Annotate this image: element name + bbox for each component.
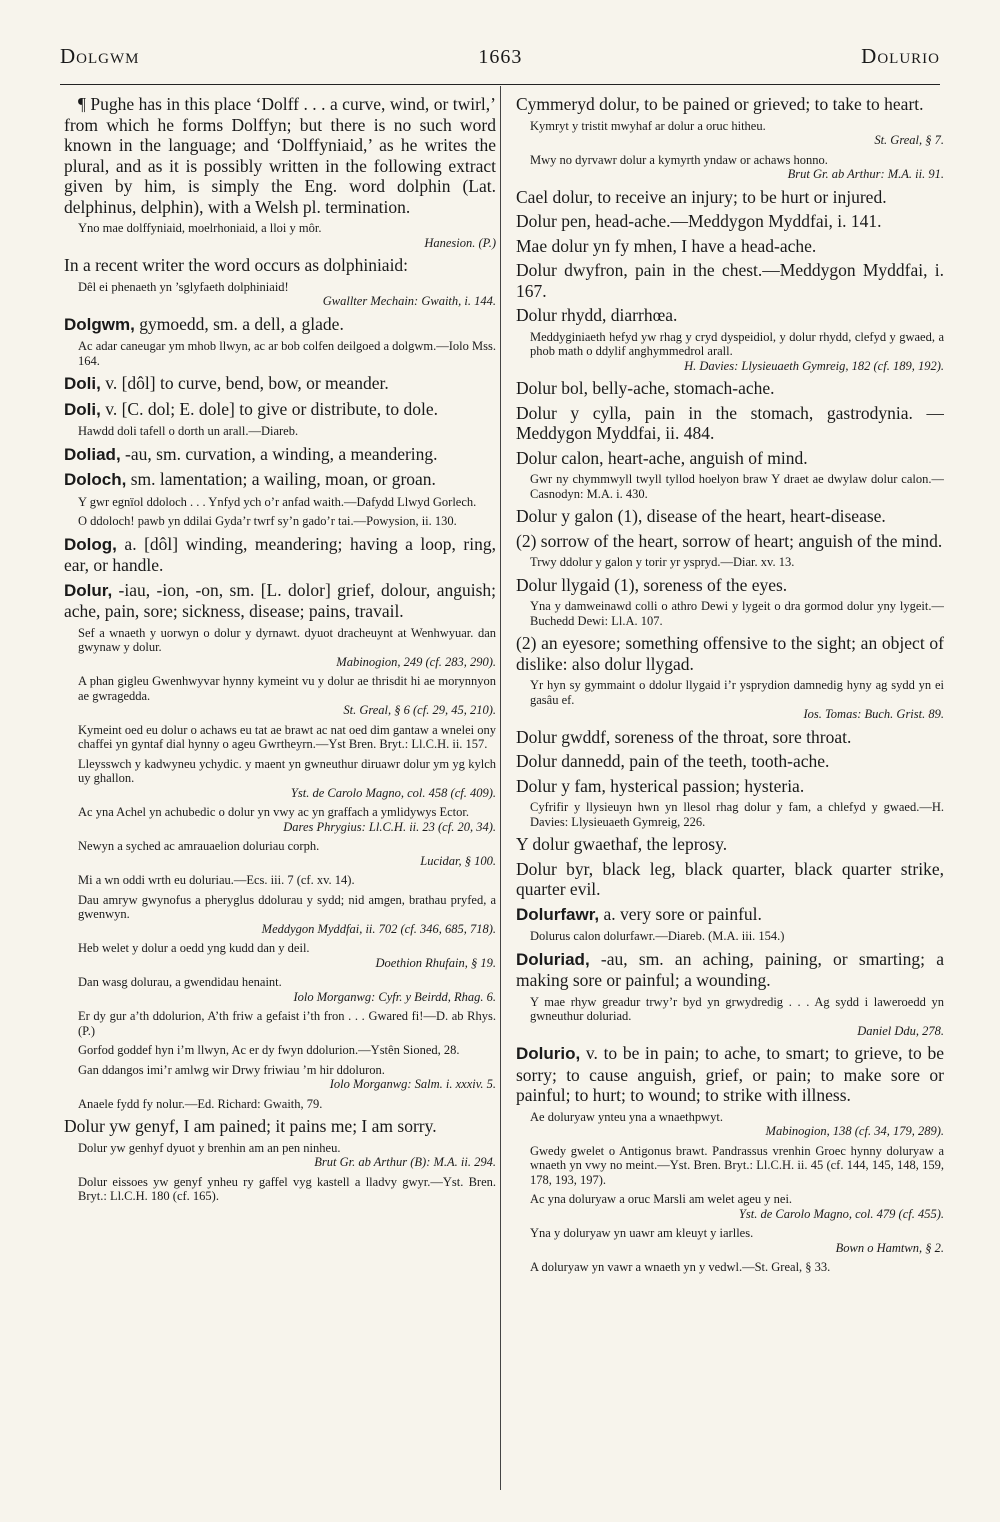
citation-text: Meddyginiaeth hefyd yw rhag y cryd dyspeidiol, y dolur rhydd, clefyd y gwaed, a phob math o ddylif anghymmedrol arall. <box>530 329 944 358</box>
citation <box>530 472 944 501</box>
citation-source: St. Greal, § 7. <box>874 133 944 147</box>
citation-source: H. Davies: Llysieuaeth Gymreig, 182 (cf. 189, 192). <box>684 358 944 373</box>
definition: ¶ Pughe has in this place ‘Dolff . . . a curve, wind, or twirl,’ from which he forms Dolffyn; but there is no such word known in the language; and ‘Dolffyniaid,’ as he writes the plural, and as it is possibly written in the following extract given by him, is simply the Eng. word dolphin (Lat. delphinus, delphin), with a Welsh pl. termination. <box>64 94 496 217</box>
dictionary-entry <box>64 580 496 622</box>
citation-source: Yst. de Carolo Magno, col. 479 (cf. 455). <box>738 1206 944 1221</box>
definition: v. [dôl] to curve, bend, bow, or meander. <box>100 373 389 393</box>
citation-text: Newyn a syched ac amrauaelion doluriau corph. <box>78 839 320 853</box>
definition: -au, sm. curvation, a winding, a meandering. <box>120 443 438 464</box>
definition: Dolur y galon (1), disease of the heart, heart-disease. <box>516 506 886 526</box>
definition: Y dolur gwaethaf, the leprosy. <box>516 834 728 854</box>
dictionary-entry <box>64 444 496 466</box>
citation-text: Dolur yw genhyf dyuot y brenhin am an pen ninheu. <box>78 1140 341 1155</box>
dictionary-entry <box>64 399 496 421</box>
citation-source: Ios. Tomas: Buch. Grist. 89. <box>803 707 944 721</box>
citation <box>78 1175 496 1204</box>
definition: Cael dolur, to receive an injury; to be hurt or injured. <box>516 186 887 207</box>
definition: Dolur calon, heart-ache, anguish of mind. <box>516 447 808 468</box>
definition: gymoedd, sm. a dell, a glade. <box>134 313 344 334</box>
citation-text: Ae doluryaw ynteu yna a wnaethpwyt. <box>530 1109 723 1124</box>
citation <box>78 723 496 752</box>
citation-text: Hawdd doli tafell o dorth un arall.—Diareb. <box>78 424 299 438</box>
citation-text: Dolurus calon dolurfawr.—Diareb. (M.A. iii. 154.) <box>530 929 785 943</box>
citation <box>78 495 496 510</box>
citation <box>530 1226 944 1255</box>
definition: In a recent writer the word occurs as dolphiniaid: <box>64 255 409 275</box>
citation <box>78 805 496 834</box>
citation-text: A doluryaw yn vawr a wnaeth yn y vedwl.—St. Greal, § 33. <box>530 1260 831 1274</box>
headword: Dolgwm, <box>64 314 135 334</box>
entry-text <box>516 448 944 469</box>
headword: Doloch, <box>64 470 127 489</box>
definition: Dolur byr, black leg, black quarter, black quarter strike, quarter evil. <box>516 858 944 899</box>
citation-text: Mi a wn oddi wrth eu doluriau.—Ecs. iii. 7 (cf. xv. 14). <box>78 873 355 887</box>
citation <box>530 330 944 374</box>
citation <box>78 1063 496 1092</box>
citation-text: Ac adar caneugar ym mhob llwyn, ac ar bob colfen deilgoed a dolgwm.—Iolo Mss. 164. <box>78 339 496 368</box>
citation-text: Kymryt y tristit mwyhaf ar dolur a oruc hitheu. <box>530 118 766 133</box>
citation <box>530 153 944 182</box>
citation <box>530 929 944 944</box>
citation-text: Dan wasg dolurau, a gwendidau henaint. <box>78 975 282 989</box>
definition: sm. lamentation; a wailing, moan, or groan. <box>126 469 436 489</box>
definition: Dolur dwyfron, pain in the chest.—Meddygon Myddfai, i. 167. <box>516 260 944 301</box>
citation-text: A phan gigleu Gwenhwyvar hynny kymeint vu y dolur ae thrisdit hi ae morynnyon ae gwragedda. <box>78 674 496 703</box>
definition: Dolur gwddf, soreness of the throat, sore throat. <box>516 726 852 747</box>
citation-text: Lleysswch y kadwyneu ychydic. y maent yn gwneuthur diruawr dolur ym yg kylch uy ghallon. <box>78 756 496 785</box>
citation <box>78 221 496 250</box>
citation-source: Lucidar, § 100. <box>420 853 496 868</box>
citation <box>530 1192 944 1221</box>
citation-source: St. Greal, § 6 (cf. 29, 45, 210). <box>343 703 496 717</box>
citation-text: Yna y doluryaw yn uawr am kleuyt y iarlles. <box>530 1226 754 1240</box>
header-rule <box>60 84 940 85</box>
citation <box>78 757 496 801</box>
dictionary-entry <box>516 904 944 926</box>
citation-text: Yno mae dolffyniaid, moelrhoniaid, a lloi y môr. <box>78 221 322 235</box>
citation <box>78 424 496 439</box>
entry-text <box>516 378 944 399</box>
entry-text <box>516 403 944 444</box>
headword: Doluriad, <box>516 949 590 969</box>
dictionary-entry <box>64 534 496 576</box>
dictionary-entry <box>516 949 944 991</box>
citation <box>530 678 944 722</box>
citation-source: Dares Phrygius: Ll.C.H. ii. 23 (cf. 20, 34). <box>283 819 496 834</box>
definition: Dolur y fam, hysterical passion; hysteria. <box>516 775 805 796</box>
citation <box>78 1043 496 1058</box>
citation <box>78 514 496 529</box>
entry-text <box>516 506 944 527</box>
citation-text: Trwy ddolur y galon y torir yr yspryd.—Diar. xv. 13. <box>530 555 795 569</box>
entry-text <box>516 187 944 208</box>
entry-text <box>516 94 944 115</box>
citation-text: Dêl ei phenaeth yn ’sglyfaeth dolphiniaid! <box>78 279 289 294</box>
dictionary-entry <box>64 373 496 395</box>
definition: Cymmeryd dolur, to be pained or grieved; to take to heart. <box>516 94 924 114</box>
citation-text: Ac yna Achel yn achubedic o dolur yn vwy ac yn graffach a ymlidywys Ector. <box>78 805 469 819</box>
citation-source: Doethion Rhufain, § 19. <box>375 955 496 970</box>
dictionary-entry <box>516 1043 944 1106</box>
definition: Dolur bol, belly-ache, stomach-ache. <box>516 378 775 398</box>
headword: Doliad, <box>64 444 121 464</box>
definition: Dolur yw genyf, I am pained; it pains me; I am sorry. <box>64 1116 437 1136</box>
entry-text <box>516 305 944 326</box>
running-header <box>60 44 940 80</box>
citation <box>78 280 496 309</box>
citation-text: Dau amryw gwynofus a pheryglus ddolurau y sydd; nid amgen, brathau pryfed, a gwenwyn. <box>78 892 496 921</box>
citation <box>78 839 496 868</box>
citation-text: Gan ddangos imi’r amlwg wir Drwy friwiau ’m hir ddoluron. <box>78 1062 385 1077</box>
definition: (2) sorrow of the heart, sorrow of heart; anguish of the mind. <box>516 530 943 551</box>
definition: -iau, -ion, -on, sm. [L. dolor] grief, dolour, anguish; ache, pain, sore; sickness, disease; pains, travail. <box>64 579 496 621</box>
entry-text <box>516 776 944 797</box>
entry-text <box>516 859 944 900</box>
entry-text <box>516 751 944 772</box>
citation <box>530 555 944 570</box>
right-column <box>516 94 944 1494</box>
entry-text <box>516 575 944 596</box>
definition: Mae dolur yn fy mhen, I have a head-ache. <box>516 235 817 256</box>
definition: v. to be in pain; to ache, to smart; to grieve, to be sorry; to cause anguish, grief, or pain; to make sore or painful; to hurt; to wound; to strike with illness. <box>516 1043 944 1105</box>
citation-text: Gorfod goddef hyn i’m llwyn, Ac er dy fwyn ddolurion.—Ystên Sioned, 28. <box>78 1043 460 1057</box>
definition: Dolur rhydd, diarrhœa. <box>516 305 678 325</box>
citation-source: Bown o Hamtwn, § 2. <box>835 1240 944 1255</box>
definition: -au, sm. an aching, paining, or smarting; a making sore or painful; a wounding. <box>516 948 944 990</box>
citation-text: Gwr ny chymmwyll twyll tyllod hoelyon braw Y draet ae dwylaw dolur calon.—Casnodyn: M.A. i. 430. <box>530 472 944 501</box>
citation <box>530 1260 944 1275</box>
citation-text: Yr hyn sy gymmaint o ddolur llygaid i’r ysprydion damnedig hyny ag sydd yn ei gasâu ef. <box>530 678 944 707</box>
definition: v. [C. dol; E. dole] to give or distribute, to dole. <box>100 398 438 419</box>
citation-source: Gwallter Mechain: Gwaith, i. 144. <box>322 294 496 308</box>
entry-text <box>64 94 496 217</box>
definition: a. [dôl] winding, meandering; having a loop, ring, ear, or handle. <box>64 533 496 575</box>
citation <box>530 599 944 628</box>
citation-source: Iolo Morganwg: Salm. i. xxxiv. 5. <box>329 1077 496 1091</box>
citation-text: Yna y damweinawd colli o athro Dewi y lygeit o dra gormod dolur yny lygeit.—Buchedd Dewi: Ll.A. 107. <box>530 599 944 628</box>
citation <box>78 1141 496 1170</box>
citation-source: Iolo Morganwg: Cyfr. y Beirdd, Rhag. 6. <box>293 989 496 1004</box>
entry-text <box>516 211 944 232</box>
citation <box>78 893 496 937</box>
headword: Doli, <box>64 399 101 419</box>
citation <box>78 626 496 670</box>
definition: a. very sore or painful. <box>599 903 762 924</box>
left-column <box>64 94 496 1494</box>
citation-source: Yst. de Carolo Magno, col. 458 (cf. 409). <box>290 785 496 800</box>
entry-text <box>516 531 944 552</box>
definition: (2) an eyesore; something offensive to the sight; an object of dislike: also dolur llygad. <box>516 633 944 674</box>
dictionary-entry <box>64 469 496 491</box>
citation <box>530 119 944 148</box>
entry-text <box>516 633 944 674</box>
citation <box>530 1110 944 1139</box>
citation <box>78 1009 496 1038</box>
citation-text: Y mae rhyw greadur trwy’r byd yn grwydredig . . . Ag sydd i laweroedd yn gwneuthur doluriad. <box>530 994 944 1023</box>
headword: Dolur, <box>64 580 113 600</box>
citation-source: Brut Gr. ab Arthur: M.A. ii. 91. <box>787 167 944 181</box>
entry-text <box>64 255 496 276</box>
dictionary-entry <box>64 314 496 336</box>
citation-text: O ddoloch! pawb yn ddilai Gyda’r twrf sy’n gado’r tai.—Powysion, ii. 130. <box>78 514 457 528</box>
citation-source: Brut Gr. ab Arthur (B): M.A. ii. 294. <box>314 1155 496 1169</box>
headword: Dolurio, <box>516 1044 581 1063</box>
citation-text: Gwedy gwelet o Antigonus brawt. Pandrassus vrenhin Groec hynny doluryaw a wnaeth yn vwy no meint.—Yst. Bren. Bryt.: Ll.C.H. ii. 45 (cf. 144, 145, 148, 159, 178, 193, 197). <box>530 1143 944 1187</box>
citation-text: Ac yna doluryaw a oruc Marsli am welet ageu y nei. <box>530 1192 793 1206</box>
citation-text: Y gwr egnïol ddoloch . . . Ynfyd ych o’r anfad waith.—Dafydd Llwyd Gorlech. <box>78 494 477 509</box>
citation-source: Hanesion. (P.) <box>424 235 496 250</box>
definition: Dolur dannedd, pain of the teeth, tooth-ache. <box>516 751 830 771</box>
citation-source: Mabinogion, 249 (cf. 283, 290). <box>336 654 496 669</box>
citation-source: Meddygon Myddfai, ii. 702 (cf. 346, 685, 718). <box>261 921 496 936</box>
citation-source: Mabinogion, 138 (cf. 34, 179, 289). <box>765 1124 944 1138</box>
definition: Dolur pen, head-ache.—Meddygon Myddfai, i. 141. <box>516 211 882 231</box>
header-left-word: Dolgwm <box>60 44 140 68</box>
citation <box>530 995 944 1039</box>
header-right-word: Dolurio <box>861 44 940 68</box>
citation-text: Er dy gur a’th ddolurion, A’th friw a gefaist i’th fron . . . Gwared fi!—D. ab Rhys. (P.) <box>78 1009 496 1038</box>
headword: Dolog, <box>64 534 117 554</box>
citation <box>78 1097 496 1112</box>
definition: Dolur y cylla, pain in the stomach, gastrodynia. —Meddygon Myddfai, ii. 484. <box>516 402 944 443</box>
citation <box>78 674 496 718</box>
citation <box>78 975 496 1004</box>
citation-text: Kymeint oed eu dolur o achaws eu tat ae brawt ac nat oed dim gantaw a wnelei ony chaffei yn gyntaf dial hynny o ageu Gwrtheyrn.—Yst Bren. Bryt.: Ll.C.H. ii. 157. <box>78 722 496 751</box>
definition: Dolur llygaid (1), soreness of the eyes. <box>516 574 788 595</box>
citation <box>78 941 496 970</box>
column-divider <box>500 86 501 1490</box>
citation <box>78 339 496 368</box>
citation-text: Sef a wnaeth y uorwyn o dolur y dyrnawt. dyuot dracheuynt at Wenhwyuar. dan gwynaw y dolur. <box>78 625 496 654</box>
entry-text <box>516 236 944 257</box>
citation-text: Cyfrifir y llysieuyn hwn yn llesol rhag dolur y fam, a chlefyd y gwaed.—H. Davies: Llysieuaeth Gymreig, 226. <box>530 800 944 829</box>
citation <box>78 873 496 888</box>
citation-text: Dolur eissoes yw genyf ynheu ry gaffel vyg kastell a lladvy gwyr.—Yst. Bren. Bryt.: Ll.C.H. 180 (cf. 165). <box>78 1174 496 1203</box>
citation-text: Heb welet y dolur a oedd yng kudd dan y deil. <box>78 941 310 955</box>
citation <box>530 800 944 829</box>
entry-text <box>64 1116 496 1137</box>
citation-source: Daniel Ddu, 278. <box>857 1023 944 1038</box>
page-number: 1663 <box>478 46 523 68</box>
citation-text: Mwy no dyrvawr dolur a kymyrth yndaw or achaws honno. <box>530 152 828 167</box>
citation <box>530 1144 944 1188</box>
entry-text <box>516 834 944 855</box>
entry-text <box>516 260 944 301</box>
citation-text: Anaele fydd fy nolur.—Ed. Richard: Gwaith, 79. <box>78 1096 323 1111</box>
headword: Doli, <box>64 374 101 393</box>
entry-text <box>516 727 944 748</box>
headword: Dolurfawr, <box>516 904 600 924</box>
